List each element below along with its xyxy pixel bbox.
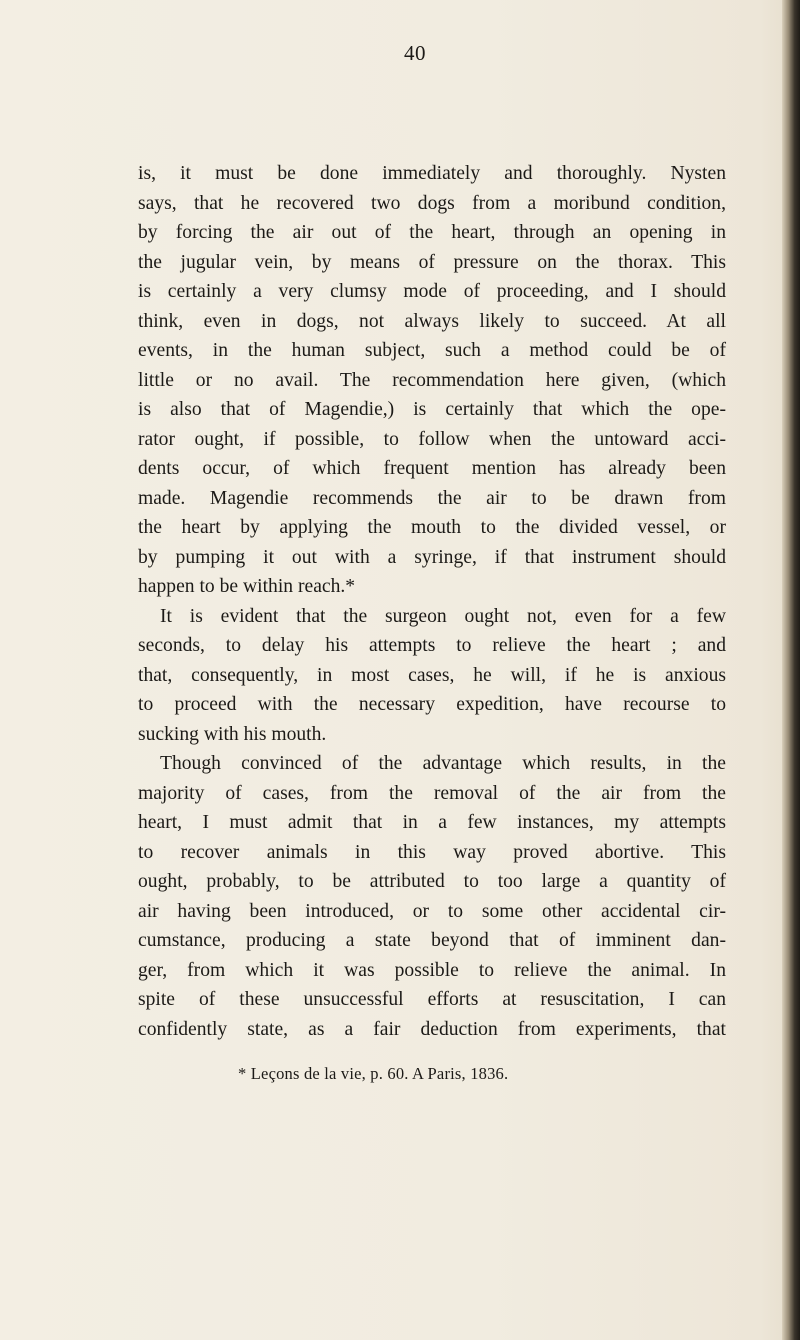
footnote: * Leçons de la vie, p. 60. A Paris, 1836. (238, 1064, 509, 1083)
text-line: cumstance, producing a state beyond that of imminent dan- (138, 930, 726, 951)
text-line: Though convinced of the advantage which results, in the (160, 753, 726, 774)
text-line: confidently state, as a fair deduction from experiments, that (138, 1018, 726, 1040)
page-edge-shadow (782, 0, 800, 1340)
text-line: that, consequently, in most cases, he will, if he is anxious (138, 664, 726, 686)
text-line: happen to be within reach.* (138, 576, 356, 597)
text-line: think, even in dogs, not always likely to succeed. At all (138, 310, 726, 332)
text-line: the heart by applying the mouth to the divided vessel, or (138, 517, 726, 538)
text-line: ger, from which it was possible to relieve the animal. In (138, 959, 726, 981)
text-line: says, that he recovered two dogs from a moribund condition, (138, 192, 726, 214)
text-line: little or no avail. The recommendation here given, (which (138, 369, 726, 391)
text-line: majority of cases, from the removal of the air from the (138, 782, 726, 804)
text-line: seconds, to delay his attempts to relieve the heart ; and (138, 635, 726, 656)
text-line: heart, I must admit that in a few instances, my attempts (138, 812, 726, 833)
text-line: to recover animals in this way proved abortive. This (138, 841, 726, 863)
text-line: dents occur, of which frequent mention has already been (138, 458, 726, 479)
text-line: events, in the human subject, such a method could be of (138, 340, 726, 361)
text-line: air having been introduced, or to some other accidental cir- (138, 900, 726, 922)
page-number: 40 (404, 41, 426, 65)
text-line: is, it must be done immediately and thoroughly. Nysten (138, 163, 726, 184)
text-line: by pumping it out with a syringe, if that instrument should (138, 546, 726, 568)
text-line: spite of these unsuccessful efforts at resuscitation, I can (138, 989, 726, 1010)
text-line: ought, probably, to be attributed to too large a quantity of (138, 871, 726, 892)
text-line: by forcing the air out of the heart, through an opening in (138, 222, 726, 243)
body-text (138, 159, 726, 1044)
text-line: to proceed with the necessary expedition, have recourse to (138, 694, 726, 715)
text-line: sucking with his mouth. (138, 723, 327, 745)
text-line: made. Magendie recommends the air to be drawn from (138, 487, 726, 509)
text-line: rator ought, if possible, to follow when the untoward acci- (138, 428, 726, 450)
text-line: is certainly a very clumsy mode of proceeding, and I should (138, 281, 726, 302)
text-line: is also that of Magendie,) is certainly that which the ope- (138, 399, 726, 420)
text-line: It is evident that the surgeon ought not, even for a few (160, 605, 726, 627)
text-line: the jugular vein, by means of pressure on the thorax. This (138, 251, 726, 273)
